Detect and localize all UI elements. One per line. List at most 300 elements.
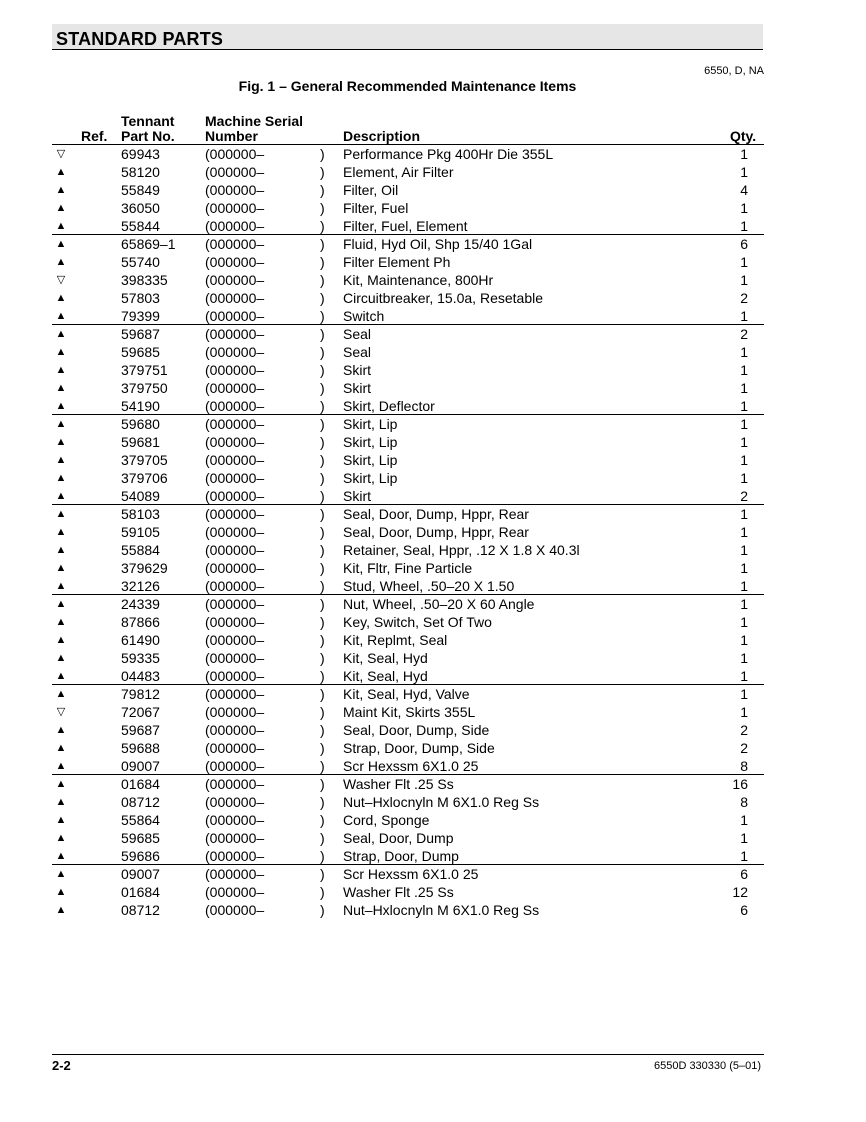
description: Washer Flt .25 Ss [343,776,454,792]
serial-number: (000000– [205,506,265,522]
part-number: 59687 [121,326,160,342]
description: Key, Switch, Set Of Two [343,614,492,630]
filled-triangle-icon: ▲ [55,562,67,574]
footer-rule [52,1054,764,1055]
filled-triangle-icon: ▲ [55,220,67,232]
quantity: 1 [740,812,748,828]
serial-close: ) [320,506,325,522]
description: Nut, Wheel, .50–20 X 60 Angle [343,596,535,612]
serial-number: (000000– [205,236,265,252]
description: Skirt, Lip [343,452,398,468]
page-number: 2-2 [52,1058,71,1073]
open-triangle-icon: ▽ [56,274,66,286]
serial-close: ) [320,326,325,342]
filled-triangle-icon: ▲ [55,724,67,736]
filled-triangle-icon: ▲ [55,868,67,880]
serial-close: ) [320,470,325,486]
serial-number: (000000– [205,596,265,612]
serial-number: (000000– [205,146,265,162]
serial-close: ) [320,362,325,378]
quantity: 1 [740,164,748,180]
serial-number: (000000– [205,560,265,576]
serial-number: (000000– [205,164,265,180]
serial-number: (000000– [205,380,265,396]
table-row [52,901,764,919]
quantity: 4 [740,182,748,198]
serial-close: ) [320,812,325,828]
filled-triangle-icon: ▲ [55,544,67,556]
table-row [52,559,764,577]
table-row [52,721,764,739]
open-triangle-icon: ▽ [56,148,66,160]
part-number: 57803 [121,290,160,306]
quantity: 1 [740,506,748,522]
serial-close: ) [320,758,325,774]
part-number: 379706 [121,470,168,486]
quantity: 1 [740,704,748,720]
part-no-header [121,114,175,144]
serial-close: ) [320,254,325,270]
part-number: 54089 [121,488,160,504]
description: Kit, Seal, Hyd, Valve [343,686,470,702]
table-row [52,307,764,325]
table-row [52,181,764,199]
table-row [52,271,764,289]
section-title: STANDARD PARTS [56,29,224,49]
serial-number: (000000– [205,398,265,414]
table-row [52,847,764,865]
part-number: 08712 [121,794,160,810]
table-row [52,289,764,307]
serial-close: ) [320,218,325,234]
description: Filter Element Ph [343,254,451,270]
table-row [52,667,764,685]
serial-number: (000000– [205,362,265,378]
serial-number: (000000– [205,704,265,720]
serial-number: (000000– [205,254,265,270]
serial-number: (000000– [205,272,265,288]
serial-number: (000000– [205,200,265,216]
serial-close: ) [320,632,325,648]
table-row [52,343,764,361]
serial-number: (000000– [205,326,265,342]
quantity: 2 [740,290,748,306]
table-row [52,199,764,217]
filled-triangle-icon: ▲ [55,382,67,394]
open-triangle-icon: ▽ [56,706,66,718]
quantity: 16 [732,776,748,792]
table-row [52,631,764,649]
filled-triangle-icon: ▲ [55,850,67,862]
part-number: 59686 [121,848,160,864]
description: Skirt, Lip [343,416,398,432]
document-number: 6550D 330330 (5–01) [653,1060,761,1072]
filled-triangle-icon: ▲ [55,580,67,592]
part-number: 55740 [121,254,160,270]
description-header: Description [343,128,421,144]
serial-number: (000000– [205,830,265,846]
serial-number: (000000– [205,686,265,702]
part-number: 01684 [121,884,160,900]
quantity: 2 [740,722,748,738]
serial-close: ) [320,524,325,540]
quantity: 1 [740,560,748,576]
table-row [52,883,764,901]
part-number: 09007 [121,758,160,774]
table-row [52,145,764,163]
serial-number: (000000– [205,614,265,630]
serial-number: (000000– [205,470,265,486]
table-row [52,361,764,379]
table-row [52,415,764,433]
quantity: 6 [740,866,748,882]
table-row [52,865,764,883]
description: Kit, Seal, Hyd [343,650,428,666]
filled-triangle-icon: ▲ [55,886,67,898]
table-row [52,739,764,757]
description: Kit, Replmt, Seal [343,632,448,648]
description: Filter, Fuel [343,200,409,216]
filled-triangle-icon: ▲ [55,166,67,178]
section-header-bar [52,24,763,50]
quantity: 1 [740,614,748,630]
filled-triangle-icon: ▲ [55,796,67,808]
quantity: 1 [740,254,748,270]
serial-number: (000000– [205,650,265,666]
serial-close: ) [320,398,325,414]
quantity: 1 [740,668,748,684]
part-number: 54190 [121,398,160,414]
part-number: 55849 [121,182,160,198]
serial-number: (000000– [205,308,265,324]
serial-close: ) [320,794,325,810]
quantity: 1 [740,470,748,486]
part-number: 61490 [121,632,160,648]
description: Retainer, Seal, Hppr, .12 X 1.8 X 40.3l [343,542,580,558]
description: Nut–Hxlocnyln M 6X1.0 Reg Ss [343,902,540,918]
serial-number: (000000– [205,866,265,882]
description: Strap, Door, Dump [343,848,459,864]
quantity: 1 [740,578,748,594]
part-number: 59680 [121,416,160,432]
table-row [52,703,764,721]
description: Circuitbreaker, 15.0a, Resetable [343,290,543,306]
filled-triangle-icon: ▲ [55,616,67,628]
quantity: 8 [740,794,748,810]
serial-close: ) [320,866,325,882]
table-row [52,217,764,235]
description: Scr Hexssm 6X1.0 25 [343,758,479,774]
part-number: 59687 [121,722,160,738]
part-number: 79399 [121,308,160,324]
quantity: 1 [740,308,748,324]
part-number: 379705 [121,452,168,468]
table-row [52,577,764,595]
serial-close: ) [320,596,325,612]
quantity: 2 [740,740,748,756]
quantity: 1 [740,146,748,162]
description: Kit, Fltr, Fine Particle [343,560,473,576]
quantity: 1 [740,596,748,612]
serial-number: (000000– [205,884,265,900]
quantity: 2 [740,326,748,342]
quantity: 1 [740,524,748,540]
description: Skirt, Deflector [343,398,435,414]
table-row [52,487,764,505]
serial-close: ) [320,272,325,288]
description: Element, Air Filter [343,164,454,180]
part-number: 59105 [121,524,160,540]
filled-triangle-icon: ▲ [55,760,67,772]
parts-table [52,145,764,919]
serial-number: (000000– [205,290,265,306]
filled-triangle-icon: ▲ [55,634,67,646]
quantity: 1 [740,416,748,432]
serial-close: ) [320,308,325,324]
serial-number: (000000– [205,758,265,774]
filled-triangle-icon: ▲ [55,238,67,250]
filled-triangle-icon: ▲ [55,904,67,916]
description: Seal, Door, Dump, Hppr, Rear [343,506,529,522]
part-number: 59681 [121,434,160,450]
serial-number: (000000– [205,578,265,594]
description: Scr Hexssm 6X1.0 25 [343,866,479,882]
description: Performance Pkg 400Hr Die 355L [343,146,554,162]
description: Maint Kit, Skirts 355L [343,704,476,720]
serial-number: (000000– [205,740,265,756]
quantity: 1 [740,830,748,846]
part-number: 69943 [121,146,160,162]
serial-number: (000000– [205,722,265,738]
serial-close: ) [320,686,325,702]
description: Kit, Maintenance, 800Hr [343,272,494,288]
serial-close: ) [320,344,325,360]
part-number: 59335 [121,650,160,666]
serial-number: (000000– [205,632,265,648]
part-number: 59685 [121,830,160,846]
serial-number: (000000– [205,668,265,684]
serial-close: ) [320,578,325,594]
serial-number: (000000– [205,848,265,864]
serial-number: (000000– [205,416,265,432]
description: Skirt [343,380,371,396]
serial-number: (000000– [205,452,265,468]
filled-triangle-icon: ▲ [55,256,67,268]
description: Switch [343,308,385,324]
table-row [52,523,764,541]
serial-close: ) [320,164,325,180]
quantity: 1 [740,434,748,450]
filled-triangle-icon: ▲ [55,418,67,430]
part-number: 59688 [121,740,160,756]
filled-triangle-icon: ▲ [55,598,67,610]
table-row [52,379,764,397]
table-row [52,469,764,487]
ref-header: Ref. [81,128,108,144]
part-number: 36050 [121,200,160,216]
quantity: 1 [740,848,748,864]
serial-close: ) [320,668,325,684]
table-row [52,541,764,559]
filled-triangle-icon: ▲ [55,400,67,412]
table-row [52,397,764,415]
serial-close: ) [320,830,325,846]
quantity: 1 [740,452,748,468]
serial-number: (000000– [205,488,265,504]
filled-triangle-icon: ▲ [55,832,67,844]
quantity: 1 [740,362,748,378]
serial-close: ) [320,542,325,558]
filled-triangle-icon: ▲ [55,778,67,790]
quantity: 6 [740,902,748,918]
serial-close: ) [320,722,325,738]
filled-triangle-icon: ▲ [55,490,67,502]
description: Stud, Wheel, .50–20 X 1.50 [343,578,515,594]
table-row [52,253,764,271]
part-number: 24339 [121,596,160,612]
table-row [52,451,764,469]
part-number: 59685 [121,344,160,360]
part-number: 379629 [121,560,168,576]
figure-title: Fig. 1 – General Recommended Maintenance Items [238,78,577,94]
filled-triangle-icon: ▲ [55,310,67,322]
part-number: 55844 [121,218,160,234]
serial-close: ) [320,740,325,756]
serial-number: (000000– [205,182,265,198]
filled-triangle-icon: ▲ [55,364,67,376]
quantity: 1 [740,542,748,558]
quantity: 1 [740,218,748,234]
table-row [52,505,764,523]
serial-number: (000000– [205,902,265,918]
serial-close: ) [320,182,325,198]
filled-triangle-icon: ▲ [55,814,67,826]
serial-close: ) [320,614,325,630]
part-number: 55884 [121,542,160,558]
part-number: 72067 [121,704,160,720]
part-number: 58120 [121,164,160,180]
filled-triangle-icon: ▲ [55,292,67,304]
description: Filter, Oil [343,182,399,198]
description: Strap, Door, Dump, Side [343,740,495,756]
filled-triangle-icon: ▲ [55,202,67,214]
quantity: 1 [740,380,748,396]
quantity: 1 [740,686,748,702]
document-code: 6550, D, NA [704,65,764,77]
part-number: 379750 [121,380,168,396]
filled-triangle-icon: ▲ [55,742,67,754]
qty-header: Qty. [730,128,757,144]
serial-close: ) [320,560,325,576]
quantity: 12 [732,884,748,900]
description: Seal [343,326,372,342]
part-number: 87866 [121,614,160,630]
table-row [52,325,764,343]
filled-triangle-icon: ▲ [55,454,67,466]
part-number: 08712 [121,902,160,918]
table-row [52,163,764,181]
table-row [52,613,764,631]
description: Nut–Hxlocnyln M 6X1.0 Reg Ss [343,794,540,810]
part-number: 55864 [121,812,160,828]
filled-triangle-icon: ▲ [55,472,67,484]
description: Skirt [343,488,371,504]
serial-number: (000000– [205,542,265,558]
part-number: 65869–1 [121,236,176,252]
description: Fluid, Hyd Oil, Shp 15/40 1Gal [343,236,533,252]
description: Cord, Sponge [343,812,430,828]
table-row [52,595,764,613]
serial-close: ) [320,290,325,306]
filled-triangle-icon: ▲ [55,508,67,520]
serial-header-line1: Machine Serial [205,113,304,129]
filled-triangle-icon: ▲ [55,436,67,448]
serial-number: (000000– [205,812,265,828]
filled-triangle-icon: ▲ [55,184,67,196]
table-row [52,433,764,451]
part-header-line1: Tennant [121,113,175,129]
description: Kit, Seal, Hyd [343,668,428,684]
description: Seal, Door, Dump [343,830,454,846]
table-row [52,757,764,775]
description: Seal [343,344,372,360]
filled-triangle-icon: ▲ [55,526,67,538]
filled-triangle-icon: ▲ [55,346,67,358]
serial-header-line2: Number [205,128,258,144]
serial-close: ) [320,884,325,900]
serial-close: ) [320,902,325,918]
serial-close: ) [320,848,325,864]
table-row [52,649,764,667]
serial-close: ) [320,650,325,666]
serial-close: ) [320,488,325,504]
filled-triangle-icon: ▲ [55,670,67,682]
quantity: 1 [740,650,748,666]
filled-triangle-icon: ▲ [55,688,67,700]
part-number: 01684 [121,776,160,792]
serial-close: ) [320,200,325,216]
serial-close: ) [320,146,325,162]
description: Filter, Fuel, Element [343,218,468,234]
part-number: 79812 [121,686,160,702]
description: Skirt, Lip [343,434,398,450]
part-number: 04483 [121,668,160,684]
quantity: 6 [740,236,748,252]
part-number: 58103 [121,506,160,522]
quantity: 1 [740,200,748,216]
part-header-line2: Part No. [121,128,175,144]
serial-number: (000000– [205,776,265,792]
serial-close: ) [320,452,325,468]
serial-number: (000000– [205,434,265,450]
part-number: 379751 [121,362,168,378]
serial-number: (000000– [205,794,265,810]
description: Skirt [343,362,371,378]
filled-triangle-icon: ▲ [55,328,67,340]
filled-triangle-icon: ▲ [55,652,67,664]
description: Washer Flt .25 Ss [343,884,454,900]
quantity: 1 [740,344,748,360]
quantity: 1 [740,272,748,288]
serial-number: (000000– [205,344,265,360]
table-row [52,829,764,847]
part-number: 32126 [121,578,160,594]
description: Seal, Door, Dump, Hppr, Rear [343,524,529,540]
description: Skirt, Lip [343,470,398,486]
serial-close: ) [320,434,325,450]
serial-close: ) [320,236,325,252]
part-number: 398335 [121,272,168,288]
